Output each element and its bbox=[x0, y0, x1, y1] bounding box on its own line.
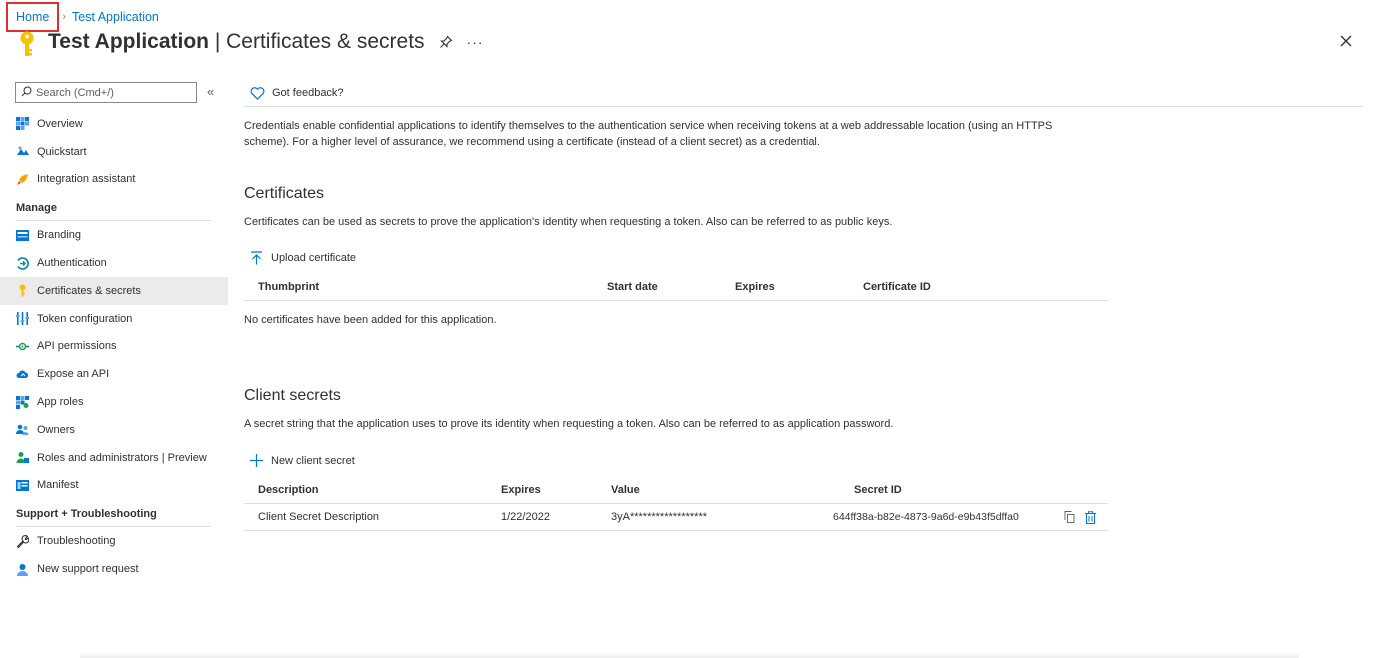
more-options-icon[interactable]: ··· bbox=[466, 34, 484, 50]
sidebar-section-support: Support + Troubleshooting bbox=[0, 499, 228, 527]
sidebar-item-certificates-secrets[interactable] bbox=[0, 277, 228, 305]
manifest-icon bbox=[16, 479, 29, 492]
column-header-secret-id[interactable]: Secret ID bbox=[854, 483, 902, 496]
breadcrumb-app-link[interactable]: Test Application bbox=[72, 10, 159, 24]
certificates-table bbox=[244, 273, 1108, 301]
cloud-icon bbox=[16, 368, 29, 381]
key-icon bbox=[16, 31, 38, 61]
roles-icon bbox=[16, 451, 29, 464]
main-content bbox=[244, 80, 1362, 531]
page-title bbox=[48, 30, 425, 54]
sidebar-item-branding[interactable] bbox=[0, 221, 228, 249]
page-header bbox=[16, 28, 484, 56]
upload-icon bbox=[250, 251, 263, 265]
collapse-sidebar-icon[interactable]: « bbox=[207, 84, 215, 99]
sidebar-item-troubleshooting[interactable] bbox=[0, 527, 228, 555]
rocket-icon bbox=[16, 173, 29, 186]
close-icon[interactable] bbox=[1337, 32, 1355, 50]
sidebar-item-label: API permissions bbox=[37, 340, 117, 353]
table-header bbox=[244, 476, 1108, 504]
secret-id-cell: 644ff38a-b82e-4873-9a6d-e9b43f5dffa0 bbox=[833, 511, 1019, 523]
column-header-value[interactable]: Value bbox=[611, 483, 640, 496]
certificates-title: Certificates bbox=[244, 185, 325, 202]
sidebar-item-new-support-request[interactable] bbox=[0, 555, 228, 583]
sidebar-item-label: Token configuration bbox=[37, 312, 133, 325]
new-client-secret-label: New client secret bbox=[271, 454, 355, 467]
row-actions bbox=[1064, 511, 1106, 524]
key-icon bbox=[16, 284, 29, 297]
wrench-icon bbox=[16, 535, 29, 548]
sidebar-item-label: Integration assistant bbox=[37, 173, 136, 186]
sidebar-item-integration-assistant[interactable] bbox=[0, 166, 228, 194]
quickstart-icon bbox=[16, 145, 29, 158]
sidebar-item-label: Roles and administrators | Preview bbox=[37, 451, 207, 464]
pin-icon[interactable] bbox=[439, 35, 453, 49]
delete-icon[interactable] bbox=[1085, 511, 1096, 524]
sidebar-item-expose-api[interactable] bbox=[0, 360, 228, 388]
secret-value-cell: 3yA****************** bbox=[611, 511, 708, 523]
secret-expires-cell: 1/22/2022 bbox=[501, 511, 550, 523]
sidebar-item-label: New support request bbox=[37, 563, 139, 576]
sidebar-item-roles-administrators[interactable] bbox=[0, 444, 228, 472]
sidebar-item-manifest[interactable] bbox=[0, 472, 228, 500]
sidebar-section-manage: Manage bbox=[0, 193, 228, 221]
column-header-thumbprint[interactable]: Thumbprint bbox=[258, 280, 320, 293]
support-person-icon bbox=[16, 563, 29, 576]
column-header-certificate-id[interactable]: Certificate ID bbox=[863, 280, 931, 293]
sidebar-item-label: Expose an API bbox=[37, 368, 110, 381]
upload-certificate-label: Upload certificate bbox=[271, 252, 356, 264]
feedback-label: Got feedback? bbox=[272, 87, 344, 99]
no-certificates-message: No certificates have been added for this application. bbox=[244, 314, 497, 326]
table-header bbox=[244, 273, 1108, 301]
search-box[interactable] bbox=[15, 82, 197, 103]
bottom-shadow bbox=[80, 652, 1299, 658]
secret-description-cell: Client Secret Description bbox=[258, 511, 380, 523]
sidebar-item-authentication[interactable] bbox=[0, 249, 228, 277]
owners-icon bbox=[16, 423, 29, 436]
sidebar-item-app-roles[interactable] bbox=[0, 388, 228, 416]
client-secrets-section bbox=[244, 387, 1362, 531]
column-header-description[interactable]: Description bbox=[258, 483, 319, 496]
client-secrets-title: Client secrets bbox=[244, 387, 341, 404]
breadcrumb-home-link[interactable]: Home bbox=[6, 2, 59, 32]
upload-certificate-button[interactable] bbox=[250, 251, 356, 265]
sidebar-item-label: Manifest bbox=[37, 479, 79, 492]
sidebar-item-label: Branding bbox=[37, 229, 82, 242]
search-input[interactable] bbox=[36, 87, 186, 99]
new-client-secret-button[interactable] bbox=[250, 454, 355, 467]
sidebar-item-api-permissions[interactable] bbox=[0, 333, 228, 361]
client-secrets-table bbox=[244, 476, 1108, 531]
table-row bbox=[244, 504, 1108, 531]
token-config-icon bbox=[16, 312, 29, 325]
sidebar-item-label: App roles bbox=[37, 396, 84, 409]
certificates-section bbox=[244, 185, 1362, 326]
plus-icon bbox=[250, 454, 263, 467]
feedback-button[interactable] bbox=[244, 80, 1362, 107]
sidebar-item-label: Quickstart bbox=[37, 145, 87, 158]
sidebar-nav bbox=[0, 110, 228, 583]
column-header-expires[interactable]: Expires bbox=[501, 483, 541, 496]
sidebar-item-overview[interactable] bbox=[0, 110, 228, 138]
page-title-app: Test Application bbox=[48, 30, 210, 53]
page-title-section: | Certificates & secrets bbox=[209, 30, 425, 53]
authentication-icon bbox=[16, 257, 29, 270]
copy-icon[interactable] bbox=[1064, 511, 1075, 523]
branding-icon bbox=[16, 229, 29, 242]
column-header-expires[interactable]: Expires bbox=[735, 280, 775, 293]
certificates-description: Certificates can be used as secrets to prove the application's identity when requesting a token. Also can be referred to as public keys. bbox=[244, 216, 893, 228]
search-icon bbox=[21, 86, 32, 100]
chevron-right-icon: › bbox=[62, 11, 67, 23]
sidebar-item-label: Authentication bbox=[37, 257, 107, 270]
sidebar-item-quickstart[interactable] bbox=[0, 138, 228, 166]
sidebar-item-token-configuration[interactable] bbox=[0, 305, 228, 333]
client-secrets-description: A secret string that the application uses to prove its identity when requesting a token. Also can be referred to as application password. bbox=[244, 418, 894, 430]
sidebar-item-label: Owners bbox=[37, 423, 75, 436]
app-roles-icon bbox=[16, 396, 29, 409]
sidebar-item-label: Troubleshooting bbox=[37, 535, 116, 548]
sidebar-item-label: Certificates & secrets bbox=[37, 284, 141, 297]
sidebar-item-label: Overview bbox=[37, 117, 83, 130]
column-header-start-date[interactable]: Start date bbox=[607, 280, 658, 293]
api-permissions-icon bbox=[16, 340, 29, 353]
intro-text: Credentials enable confidential applications to identify themselves to the authentication service when receiving tokens at a web addressable location (using an HTTPS scheme). For a higher level of assurance, we recommend using a certificate (instead of a client secret) as a credential. bbox=[244, 120, 1053, 148]
sidebar-item-owners[interactable] bbox=[0, 416, 228, 444]
overview-icon bbox=[16, 117, 29, 130]
heart-icon bbox=[250, 87, 265, 100]
